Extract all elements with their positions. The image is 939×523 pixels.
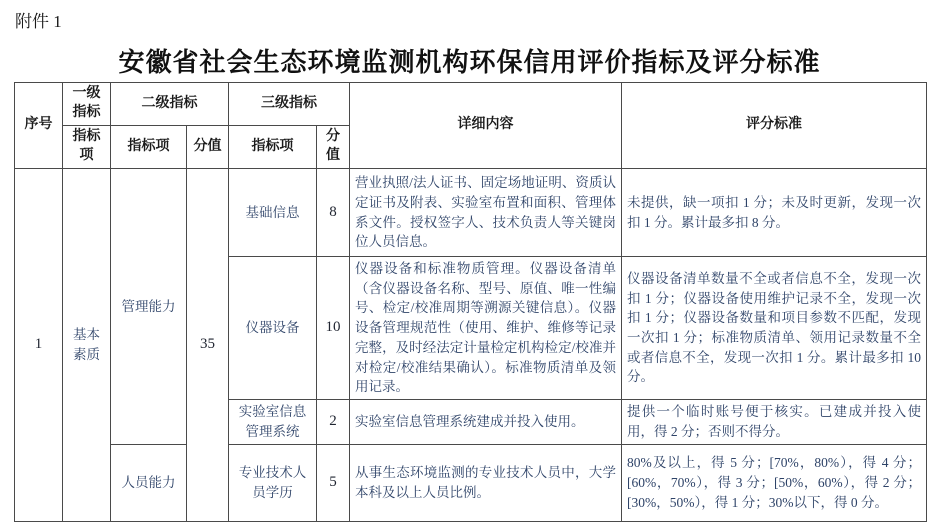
header-level2-item: 指标项 bbox=[111, 126, 187, 169]
cell-level3-score-basic-info: 8 bbox=[317, 169, 350, 257]
header-level1-item: 指标项 bbox=[63, 126, 111, 169]
header-seq: 序号 bbox=[15, 83, 63, 169]
header-level2: 二级指标 bbox=[111, 83, 229, 126]
cell-level2-item-personnel: 人员能力 bbox=[111, 444, 187, 521]
header-level3-item: 指标项 bbox=[229, 126, 317, 169]
cell-detail-education: 从事生态环境监测的专业技术人员中，大学本科及以上人员比例。 bbox=[350, 444, 622, 521]
attachment-label: 附件 1 bbox=[15, 12, 62, 31]
cell-level3-item-basic-info: 基础信息 bbox=[229, 169, 317, 257]
cell-standard-basic-info: 未提供，缺一项扣 1 分；未及时更新，发现一次扣 1 分。累计最多扣 8 分。 bbox=[622, 169, 927, 257]
cell-standard-instruments: 仪器设备清单数量不全或者信息不全，发现一次扣 1 分；仪器设备使用维护记录不全，发现一次扣 1 分；仪器设备数量和项目参数不匹配，发现一次扣 1 分；标准物质清单、领用记录数量不全或者信息不全，发现一次扣 1 分。累计最多扣 10 分。 bbox=[622, 257, 927, 400]
header-level3: 三级指标 bbox=[229, 83, 350, 126]
cell-detail-instruments: 仪器设备和标准物质管理。仪器设备清单（含仪器设备名称、型号、原值、唯一性编号、检定/校准周期等溯源关键信息）。仪器设备管理规范性（使用、维护、维修等记录完整，及时经法定计量检定机构检定/校准并对检定/校准结果确认）。标准物质清单及领用记录。 bbox=[350, 257, 622, 400]
cell-level2-score: 35 bbox=[187, 169, 229, 522]
evaluation-criteria-table bbox=[14, 82, 927, 522]
table-header-row-1 bbox=[15, 83, 927, 126]
cell-standard-education: 80%及以上，得 5 分；[70%，80%），得 4 分；[60%，70%），得 3 分；[50%，60%），得 2 分；[30%，50%），得 1 分；30%以下，得 0 分。 bbox=[622, 444, 927, 521]
cell-detail-lims: 实验室信息管理系统建成并投入使用。 bbox=[350, 399, 622, 444]
table-row bbox=[15, 444, 927, 521]
cell-level3-item-instruments: 仪器设备 bbox=[229, 257, 317, 400]
cell-level3-score-lims: 2 bbox=[317, 399, 350, 444]
header-level2-score: 分值 bbox=[187, 126, 229, 169]
cell-level3-score-education: 5 bbox=[317, 444, 350, 521]
header-standard: 评分标准 bbox=[622, 83, 927, 169]
cell-detail-basic-info: 营业执照/法人证书、固定场地证明、资质认定证书及附表、实验室布置和面积、管理体系文件。授权签字人、技术负责人等关键岗位人员信息。 bbox=[350, 169, 622, 257]
header-detail: 详细内容 bbox=[350, 83, 622, 169]
cell-level1-item: 基本素质 bbox=[63, 169, 111, 522]
header-level3-score: 分值 bbox=[317, 126, 350, 169]
page-title: 安徽省社会生态环境监测机构环保信用评价指标及评分标准 bbox=[118, 47, 821, 77]
table-row bbox=[15, 169, 927, 257]
cell-standard-lims: 提供一个临时账号便于核实。已建成并投入使用，得 2 分；否则不得分。 bbox=[622, 399, 927, 444]
cell-level2-item-management: 管理能力 bbox=[111, 169, 187, 445]
header-level1: 一级指标 bbox=[63, 83, 111, 126]
cell-seq: 1 bbox=[15, 169, 63, 522]
cell-level3-item-lims: 实验室信息管理系统 bbox=[229, 399, 317, 444]
cell-level3-score-instruments: 10 bbox=[317, 257, 350, 400]
cell-level3-item-education: 专业技术人员学历 bbox=[229, 444, 317, 521]
